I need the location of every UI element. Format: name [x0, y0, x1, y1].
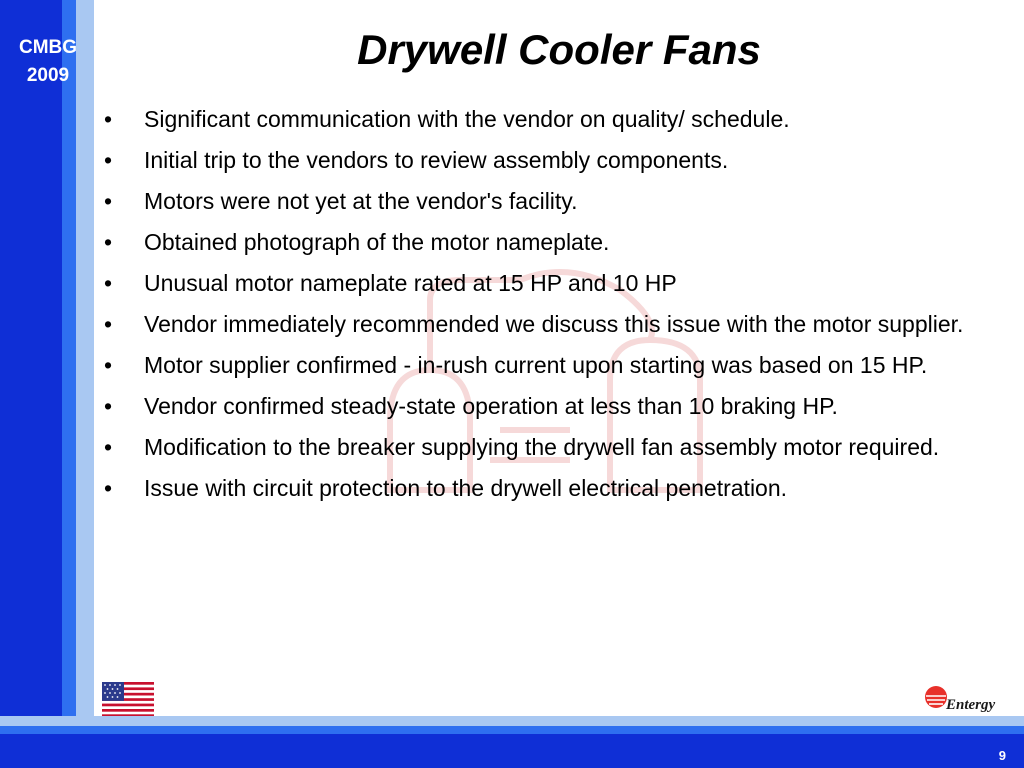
bullet-item: [104, 393, 964, 419]
bullet-item: [104, 352, 964, 378]
bullet-list: [104, 106, 964, 516]
bullet-item: [104, 475, 964, 501]
bullet-marker: •: [104, 475, 113, 501]
bullet-text: Obtained photograph of the motor nameplate.: [144, 229, 610, 255]
page-number: 9: [998, 748, 1006, 763]
bullet-marker: •: [104, 106, 113, 132]
bullet-marker: •: [104, 393, 113, 419]
bottom-band-mid: [0, 726, 1024, 734]
bullet-marker: •: [104, 311, 113, 337]
bullet-marker: •: [104, 434, 113, 460]
left-stripe-pale: [76, 0, 94, 768]
bullet-item: [104, 311, 964, 337]
bullet-text: Motor supplier confirmed - in-rush current upon starting was based on 15 HP.: [144, 352, 928, 378]
bullet-text: Significant communication with the vendor on quality/ schedule.: [144, 106, 790, 132]
bullet-item: [104, 147, 964, 173]
bullet-marker: •: [104, 188, 113, 214]
conference-badge: [4, 34, 92, 90]
bottom-band: [0, 734, 1024, 768]
bullet-item: [104, 434, 964, 460]
left-stripe: [62, 0, 76, 768]
bullet-marker: •: [104, 229, 113, 255]
bullet-marker: •: [104, 270, 113, 296]
bullet-text: Vendor confirmed steady-state operation at less than 10 braking HP.: [144, 393, 838, 419]
bullet-marker: •: [104, 352, 113, 378]
slide-title: Drywell Cooler Fans: [357, 26, 761, 73]
badge-line-1: CMBG: [18, 37, 78, 58]
left-band: [0, 0, 62, 768]
bullet-text: Unusual motor nameplate rated at 15 HP and 10 HP: [144, 270, 677, 296]
bullet-item: [104, 188, 964, 214]
logo-text: Entergy: [946, 697, 996, 713]
bullet-text: Initial trip to the vendors to review assembly components.: [144, 147, 729, 173]
bullet-marker: •: [104, 147, 113, 173]
bottom-band-pale: [0, 716, 1024, 726]
bullet-text: Vendor immediately recommended we discuss this issue with the motor supplier.: [144, 311, 964, 337]
bullet-text: Motors were not yet at the vendor's facility.: [144, 188, 578, 214]
bullet-item: [104, 229, 964, 255]
bullet-item: [104, 106, 964, 132]
bullet-item: [104, 270, 964, 296]
bullet-text: Modification to the breaker supplying the drywell fan assembly motor required.: [144, 434, 940, 460]
badge-line-2: 2009: [26, 65, 70, 86]
us-flag-icon: [102, 682, 154, 717]
bullet-text: Issue with circuit protection to the drywell electrical penetration.: [144, 475, 788, 501]
